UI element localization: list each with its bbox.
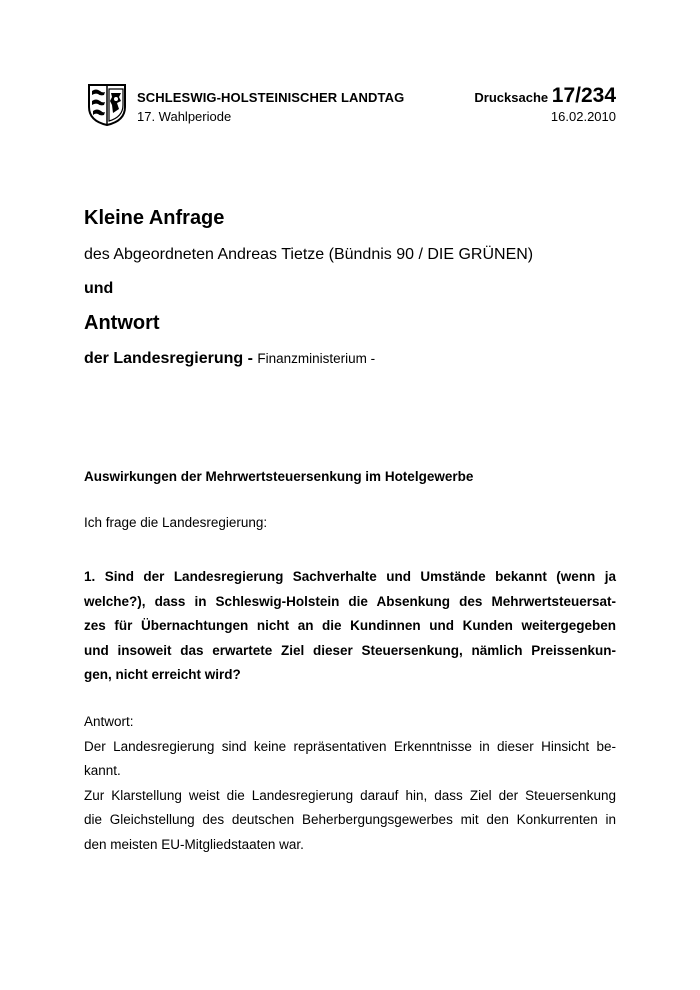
document-number-value: 17/234 [551, 84, 616, 107]
subject-heading: Auswirkungen der Mehrwertsteuersenkung im Hotelgewerbe [84, 469, 474, 484]
question-line: zes für Übernachtungen nicht an die Kundinnen und Kunden weitergegeben [84, 618, 616, 633]
answer-line: Der Landesregierung sind keine repräsentativen Erkenntnisse in dieser Hinsicht be- [84, 738, 616, 754]
government-label: der Landesregierung - [84, 350, 253, 367]
inquiry-author: des Abgeordneten Andreas Tietze (Bündnis 90 / DIE GRÜNEN) [84, 246, 534, 263]
document-date: 16.02.2010 [550, 109, 616, 124]
answer-line: den meisten EU-Mitgliedstaaten war. [84, 836, 304, 852]
legislative-period: 17. Wahlperiode [137, 109, 232, 124]
coat-of-arms-icon [87, 83, 127, 127]
answer-line: kannt. [84, 763, 121, 778]
answer-line: die Gleichstellung des deutschen Beherbergungsgewerbes mit den Konkurrenten in [84, 812, 616, 827]
document-number [474, 84, 616, 108]
question-line: 1. Sind der Landesregierung Sachverhalte und Umstände bekannt (wenn ja [84, 569, 616, 584]
parliament-name: SCHLESWIG-HOLSTEINISCHER LANDTAG [137, 90, 405, 105]
intro-text: Ich frage die Landesregierung: [84, 515, 268, 530]
conjunction: und [84, 280, 114, 297]
inquiry-type: Kleine Anfrage [84, 207, 225, 229]
answer-line: Zur Klarstellung weist die Landesregierung darauf hin, dass Ziel der Steuersenkung [84, 787, 616, 803]
answer-label: Antwort: [84, 714, 134, 729]
question-1 [84, 565, 616, 688]
ministry-label: Finanzministerium - [257, 351, 376, 366]
question-line: welche?), dass in Schleswig-Holstein die Absenkung des Mehrwertsteuersat- [84, 593, 616, 609]
government-line [84, 350, 375, 368]
question-line: gen, nicht erreicht wird? [84, 667, 241, 682]
answer-1 [84, 710, 616, 857]
answer-heading: Antwort [84, 312, 160, 334]
question-line: und insoweit das erwartete Ziel dieser Steuersenkung, nämlich Preissenkun- [84, 642, 616, 658]
document-label: Drucksache [474, 90, 549, 105]
